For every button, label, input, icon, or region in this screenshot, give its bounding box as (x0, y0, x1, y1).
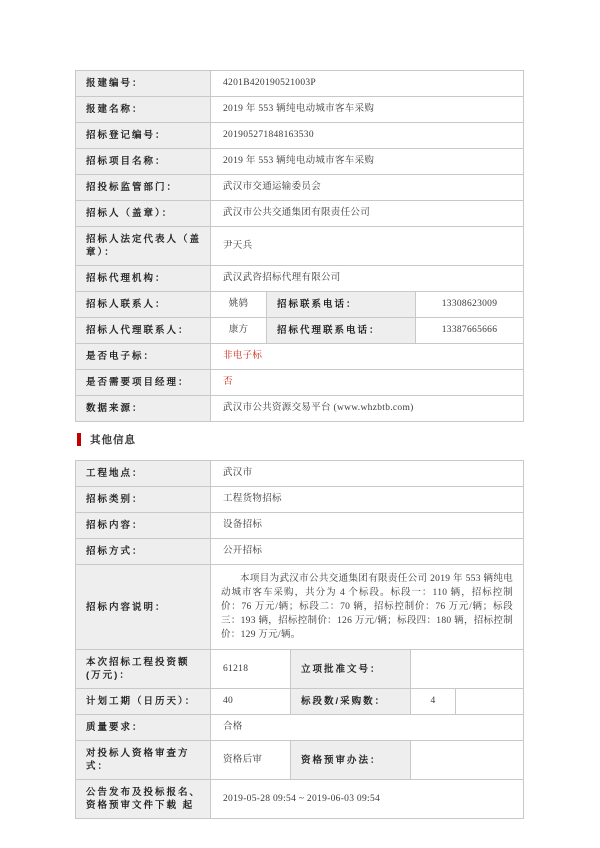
qualification-review-method-label: 对投标人资格审查方式： (76, 741, 211, 780)
announcement-period-label: 公告发布及投标报名、资格预审文件下载 起 (76, 780, 211, 819)
agency-phone-value: 13387665666 (416, 318, 524, 344)
agency-phone-label: 招标代理联系电话： (267, 318, 416, 344)
tender-content-label: 招标内容： (76, 513, 211, 539)
needs-project-manager-value: 否 (211, 370, 524, 396)
approval-document-number-value (411, 650, 524, 689)
row-qualification-review (76, 741, 524, 780)
row-agency-contact (76, 318, 524, 344)
planned-duration-value: 40 (211, 689, 291, 715)
tender-category-value: 工程货物招标 (211, 487, 524, 513)
filing-name-label: 报建名称： (76, 97, 211, 123)
row-tenderee (76, 201, 524, 227)
planned-duration-label: 计划工期（日历天）： (76, 689, 211, 715)
row-announcement-period (76, 780, 524, 819)
section-count-spacer-cell (456, 689, 524, 715)
tender-registration-number-value: 201905271848163530 (211, 123, 524, 149)
row-supervising-department (76, 175, 524, 201)
prequalification-method-value (411, 741, 524, 780)
row-is-electronic-bid (76, 344, 524, 370)
row-tender-category (76, 487, 524, 513)
quality-requirement-label: 质量要求： (76, 715, 211, 741)
supervising-department-value: 武汉市交通运输委员会 (211, 175, 524, 201)
tender-content-value: 设备招标 (211, 513, 524, 539)
row-project-location (76, 461, 524, 487)
data-source-label: 数据来源： (76, 396, 211, 422)
tender-category-label: 招标类别： (76, 487, 211, 513)
section-accent-bar (77, 433, 81, 446)
project-info-table (75, 70, 524, 422)
is-electronic-bid-label: 是否电子标： (76, 344, 211, 370)
row-planned-duration (76, 689, 524, 715)
tender-agency-value: 武汉武咨招标代理有限公司 (211, 266, 524, 292)
row-investment-amount (76, 650, 524, 689)
tender-agency-label: 招标代理机构： (76, 266, 211, 292)
tender-project-name-value: 2019 年 553 辆纯电动城市客车采购 (211, 149, 524, 175)
tenderee-legal-representative-label: 招标人法定代表人（盖章）： (76, 227, 211, 266)
row-tenderee-legal-representative (76, 227, 524, 266)
tender-phone-label: 招标联系电话： (267, 292, 416, 318)
row-data-source (76, 396, 524, 422)
filing-name-value: 2019 年 553 辆纯电动城市客车采购 (211, 97, 524, 123)
is-electronic-bid-value: 非电子标 (211, 344, 524, 370)
tenderee-contact-label: 招标人联系人： (76, 292, 211, 318)
other-info-table (75, 460, 524, 819)
row-tender-method (76, 539, 524, 565)
row-filing-name (76, 97, 524, 123)
tender-content-description-value: 本项目为武汉市公共交通集团有限责任公司 2019 年 553 辆纯电动城市客车采购，共分为 4 个标段。标段一：110 辆，招标控制价：76 万元/辆；标段二：70 辆，招标控制价：76 万元/辆；标段三：193 辆，招标控制价：126 万元/辆；标段四：180 辆，招标控制价：129 万元/辆。 (211, 565, 524, 650)
section-title: 其他信息 (90, 434, 136, 446)
tenderee-label: 招标人（盖章）： (76, 201, 211, 227)
approval-document-number-label: 立项批准文号： (291, 650, 411, 689)
tender-project-name-label: 招标项目名称： (76, 149, 211, 175)
data-source-value: 武汉市公共资源交易平台 (www.whzbtb.com) (211, 396, 524, 422)
qualification-review-method-value: 资格后审 (211, 741, 291, 780)
row-filing-number (76, 71, 524, 97)
prequalification-method-label: 资格预审办法： (291, 741, 411, 780)
section-count-value: 4 (411, 689, 456, 715)
supervising-department-label: 招投标监管部门： (76, 175, 211, 201)
tenderee-legal-representative-value: 尹天兵 (211, 227, 524, 266)
tenderee-contact-value: 姚鸫 (211, 292, 267, 318)
section-header-other-info (75, 432, 523, 447)
row-tender-project-name (76, 149, 524, 175)
tender-method-value: 公开招标 (211, 539, 524, 565)
tender-method-label: 招标方式： (76, 539, 211, 565)
row-quality-requirement (76, 715, 524, 741)
row-needs-project-manager (76, 370, 524, 396)
investment-amount-label: 本次招标工程投资额(万元)： (76, 650, 211, 689)
filing-number-value: 4201B420190521003P (211, 71, 524, 97)
tenderee-value: 武汉市公共交通集团有限责任公司 (211, 201, 524, 227)
tender-content-description-label: 招标内容说明： (76, 565, 211, 650)
row-tender-registration-number (76, 123, 524, 149)
row-tenderee-contact (76, 292, 524, 318)
quality-requirement-value: 合格 (211, 715, 524, 741)
needs-project-manager-label: 是否需要项目经理： (76, 370, 211, 396)
agency-contact-value: 康方 (211, 318, 267, 344)
section-count-label: 标段数/采购数： (291, 689, 411, 715)
agency-contact-label: 招标人代理联系人： (76, 318, 211, 344)
tender-registration-number-label: 招标登记编号： (76, 123, 211, 149)
project-location-label: 工程地点： (76, 461, 211, 487)
filing-number-label: 报建编号： (76, 71, 211, 97)
tender-phone-value: 13308623009 (416, 292, 524, 318)
investment-amount-value: 61218 (211, 650, 291, 689)
announcement-period-value: 2019-05-28 09:54 ~ 2019-06-03 09:54 (211, 780, 524, 819)
project-location-value: 武汉市 (211, 461, 524, 487)
row-tender-content-description (76, 565, 524, 650)
row-tender-content (76, 513, 524, 539)
row-tender-agency (76, 266, 524, 292)
